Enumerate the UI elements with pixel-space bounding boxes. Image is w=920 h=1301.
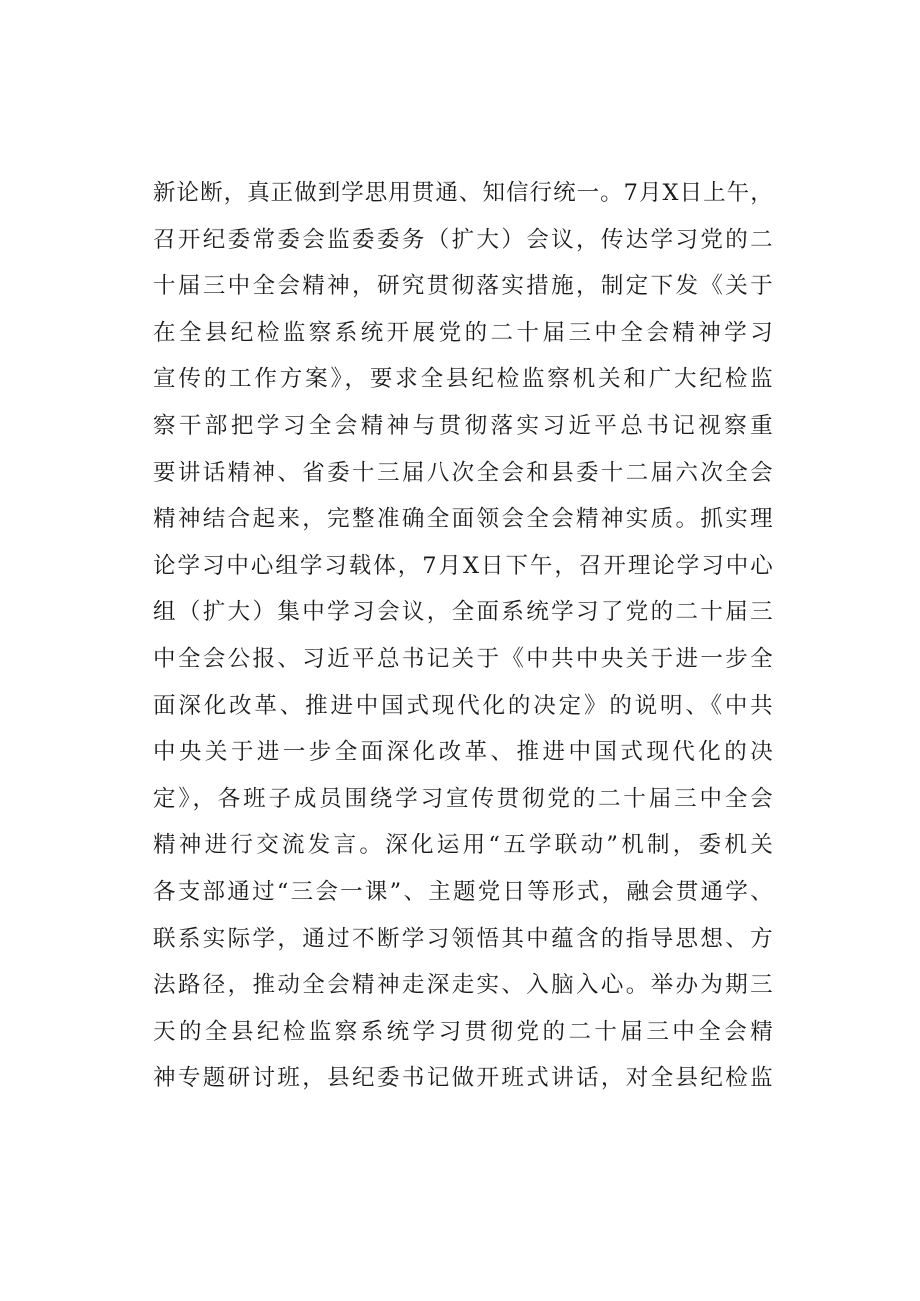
body-text bbox=[153, 170, 773, 1102]
text-line: 面深化改革、推进中国式现代化的决定》的说明、《中共 bbox=[153, 692, 773, 719]
text-line: 定》，各班子成员围绕学习宣传贯彻党的二十届三中全会 bbox=[153, 785, 773, 812]
text-line: 法路径，推动全会精神走深走实、入脑入心。举办为期三 bbox=[153, 972, 773, 999]
text-line: 神专题研讨班，县纪委书记做开班式讲话，对全县纪检监 bbox=[153, 1065, 773, 1092]
text-line: 中全会公报、习近平总书记关于《中共中央关于进一步全 bbox=[153, 645, 773, 672]
text-line: 十届三中全会精神，研究贯彻落实措施，制定下发《关于 bbox=[153, 273, 773, 300]
text-line: 新论断，真正做到学思用贯通、知信行统一。7月X日上午， bbox=[153, 180, 773, 206]
text-line: 要讲话精神、省委十三届八次全会和县委十二届六次全会 bbox=[153, 459, 773, 486]
text-line: 召开纪委常委会监委委务（扩大）会议，传达学习党的二 bbox=[153, 226, 773, 253]
text-line: 精神进行交流发言。深化运用“五学联动”机制，委机关 bbox=[153, 832, 773, 859]
text-line: 各支部通过“三会一课”、主题党日等形式，融会贯通学、 bbox=[153, 878, 773, 905]
text-line: 在全县纪检监察系统开展党的二十届三中全会精神学习 bbox=[153, 319, 773, 346]
text-line: 天的全县纪检监察系统学习贯彻党的二十届三中全会精 bbox=[153, 1018, 773, 1045]
text-line: 精神结合起来，完整准确全面领会全会精神实质。抓实理 bbox=[153, 506, 773, 533]
text-line: 组（扩大）集中学习会议，全面系统学习了党的二十届三 bbox=[153, 599, 773, 626]
text-line: 宣传的工作方案》，要求全县纪检监察机关和广大纪检监 bbox=[153, 366, 773, 393]
text-line: 中央关于进一步全面深化改革、推进中国式现代化的决 bbox=[153, 739, 773, 766]
text-line: 联系实际学，通过不断学习领悟其中蕴含的指导思想、方 bbox=[153, 925, 773, 952]
text-line: 论学习中心组学习载体，7月X日下午，召开理论学习中心 bbox=[153, 552, 773, 579]
text-line: 察干部把学习全会精神与贯彻落实习近平总书记视察重 bbox=[153, 412, 773, 439]
